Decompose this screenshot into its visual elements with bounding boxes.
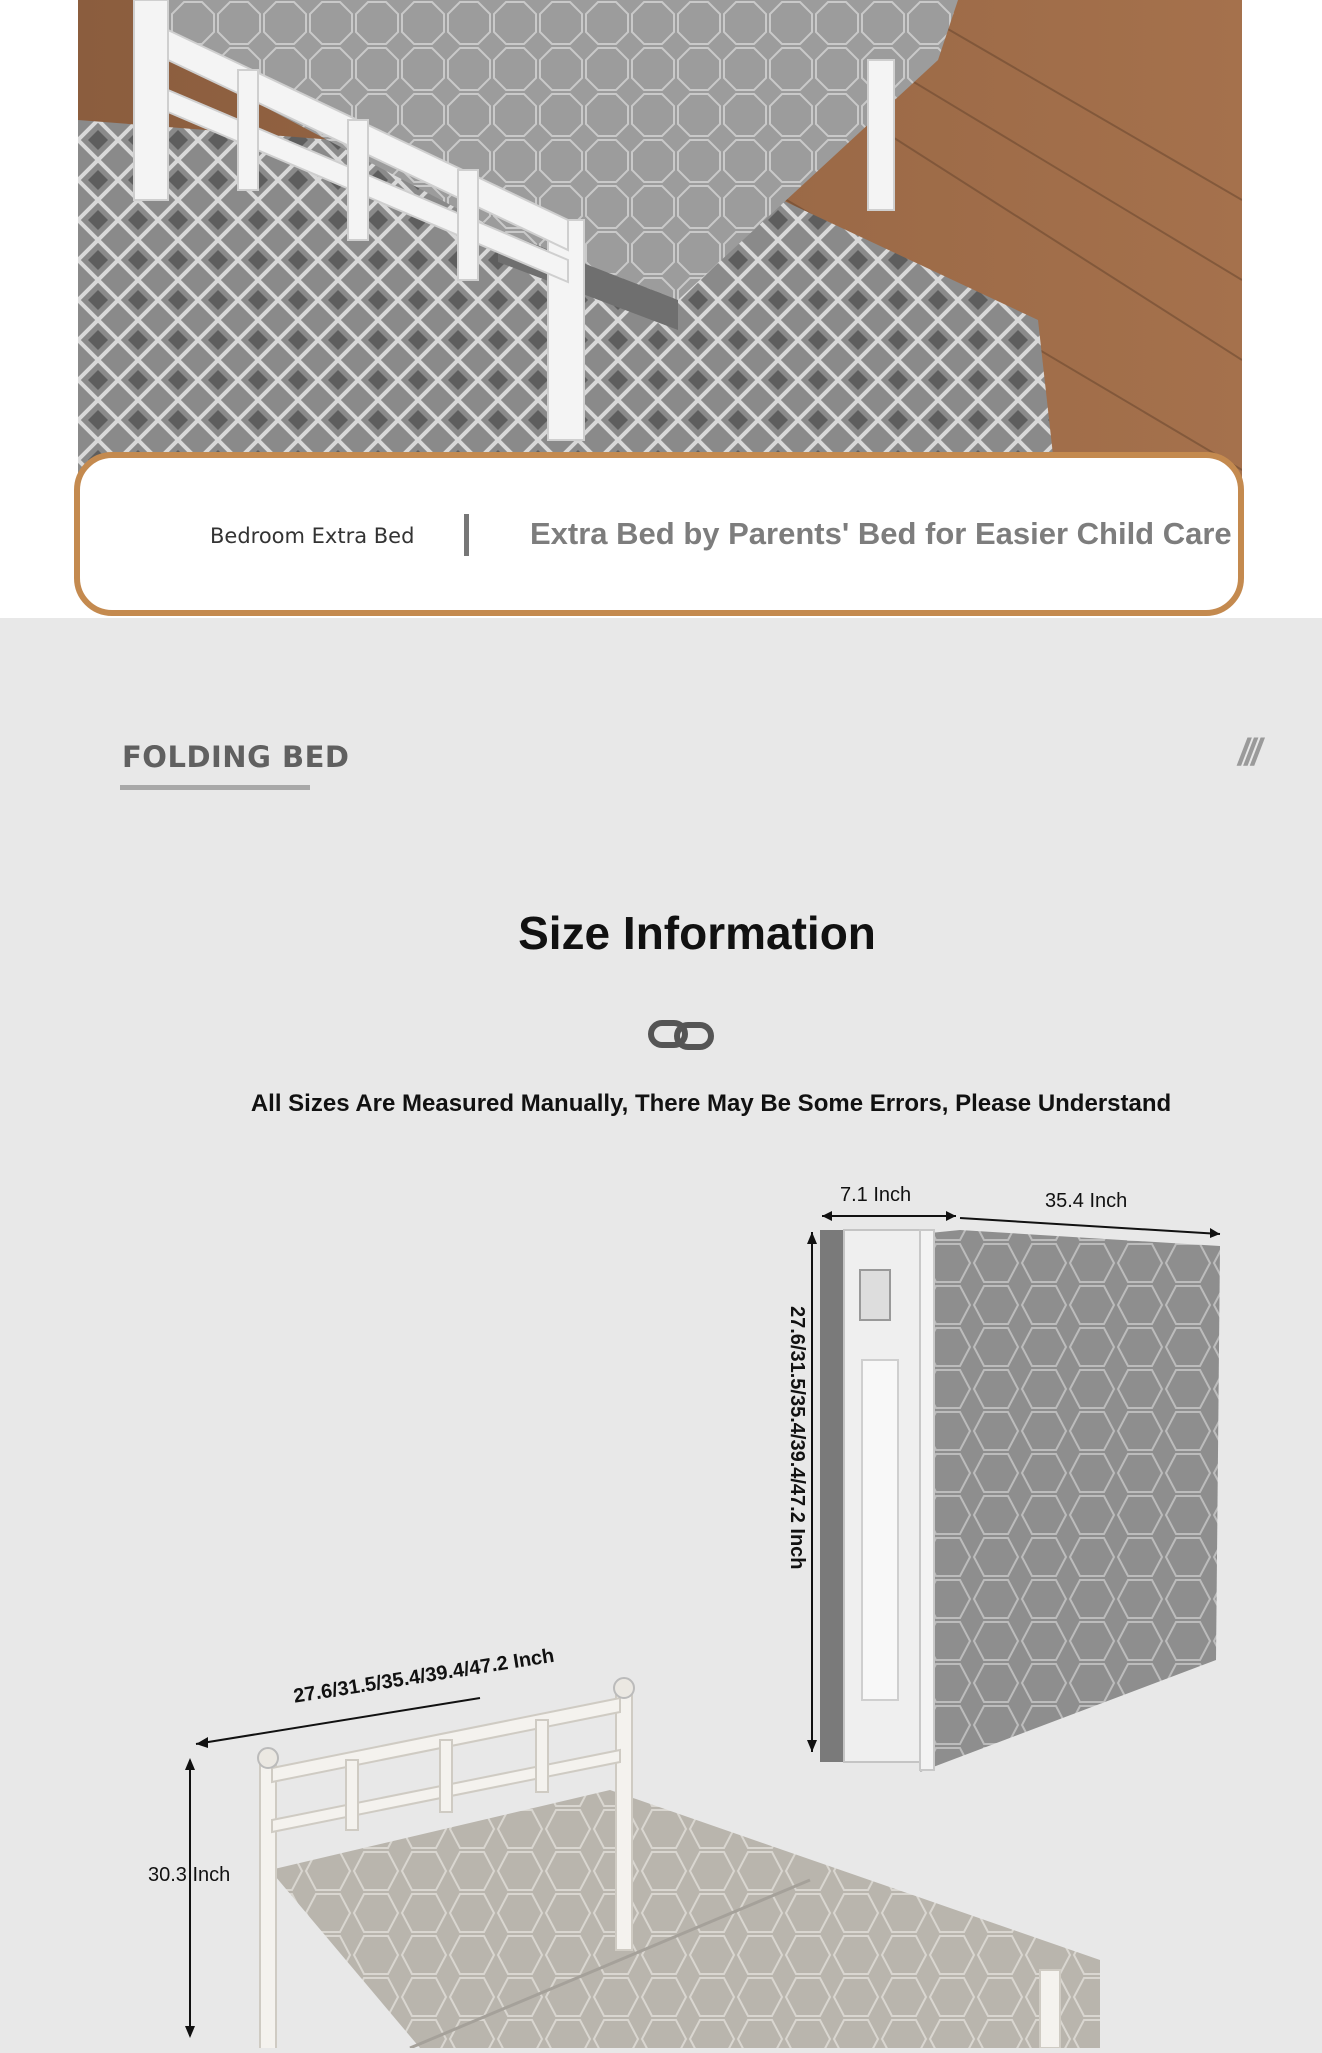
bed-height-label: 30.3 Inch [148,1864,231,1886]
banner-divider [464,514,469,556]
section-label: FOLDING BED [122,740,350,774]
corner-slashes: /// [1238,732,1258,774]
bed-width-label: 27.6/31.5/35.4/39.4/47.2 Inch [292,1644,556,1708]
folded-width-label: 35.4 Inch [1045,1190,1128,1212]
banner-left-label: Bedroom Extra Bed [210,524,415,548]
feature-banner [74,452,1244,616]
section-underline [120,785,310,790]
banner-right-label: Extra Bed by Parents' Bed for Easier Child Care [530,516,1232,551]
folded-height-label: 27.6/31.5/35.4/39.4/47.2 Inch [786,1306,808,1570]
link-icon [648,1018,714,1057]
size-info-title: Size Information [518,907,876,959]
folded-depth-label: 7.1 Inch [840,1184,912,1206]
size-disclaimer: All Sizes Are Measured Manually, There May Be Some Errors, Please Understand [250,1090,1172,1117]
hero-section [0,0,1322,618]
product-photo [78,0,1242,500]
